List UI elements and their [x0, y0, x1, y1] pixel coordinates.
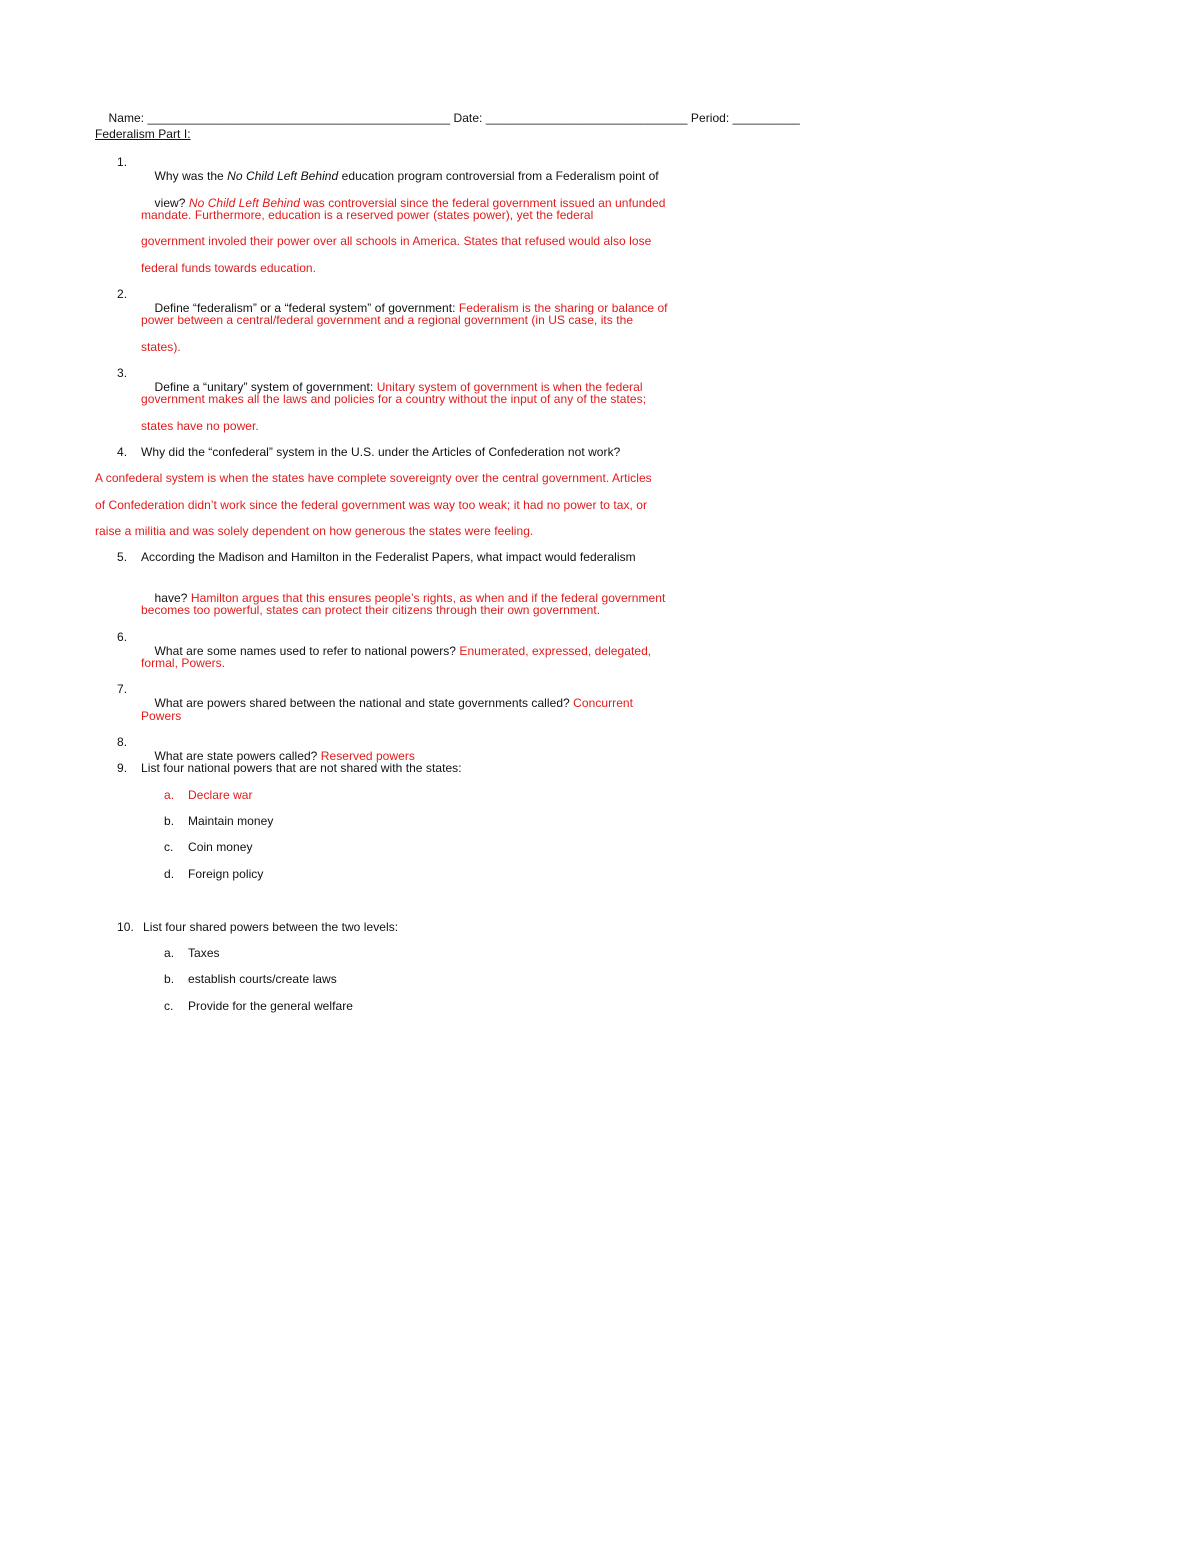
q9-item-letter: b.: [164, 814, 175, 828]
q3-answer-a: Unitary system of government is when the federal: [376, 380, 643, 394]
q4-answer-b: of Confederation didn’t work since the federal government was way too weak; it had no power to tax, or: [95, 498, 648, 512]
q2-number: 2.: [117, 287, 128, 301]
q2-question: Define “federalism” or a “federal system” of government:: [154, 301, 459, 315]
q9-item-text: Foreign policy: [188, 867, 264, 881]
q9-item-text: Declare war: [188, 788, 253, 802]
q3-answer-b: government makes all the laws and policies for a country without the input of any of the states;: [141, 392, 647, 406]
section-title: Federalism Part I:: [95, 127, 191, 141]
q10-item-letter: a.: [164, 946, 175, 960]
q4-answer-a: A confederal system is when the states have complete sovereignty over the central government. Articles: [95, 471, 652, 485]
q7-number: 7.: [117, 682, 128, 696]
q5-number: 5.: [117, 550, 128, 564]
q4-answer-c: raise a militia and was solely dependent on how generous the states were feeling.: [95, 524, 534, 538]
q3-number: 3.: [117, 366, 128, 380]
q8-answer: Reserved powers: [320, 749, 415, 763]
q9-question: List four national powers that are not shared with the states:: [141, 761, 462, 775]
q10-item-letter: b.: [164, 972, 175, 986]
q1-text-c: education program controversial from a Federalism point of: [338, 169, 659, 183]
name-label: Name:: [108, 111, 148, 125]
q9-item-text: Maintain money: [188, 814, 274, 828]
date-field-blank: ______________________________: [485, 111, 688, 125]
q1-text-view: view?: [154, 196, 189, 210]
q8-question: What are state powers called?: [154, 749, 321, 763]
name-field-blank: _____________________________________________: [147, 111, 451, 125]
date-label: Date:: [450, 111, 486, 125]
q5-question-end: have?: [154, 591, 191, 605]
q5-answer-a: Hamilton argues that this ensures people’s rights, as when and if the federal government: [190, 591, 666, 605]
q9-item-letter: c.: [164, 840, 174, 854]
q7-line-1: [141, 682, 633, 724]
q8-number: 8.: [117, 735, 128, 749]
q6-answer-b: formal, Powers.: [141, 656, 226, 670]
q7-answer-a: Concurrent: [573, 696, 634, 710]
q3-answer-c: states have no power.: [141, 419, 259, 433]
q6-question: What are some names used to refer to national powers?: [154, 644, 460, 658]
period-label: Period:: [687, 111, 733, 125]
q5-answer-b: becomes too powerful, states can protect their citizens through their own government.: [141, 603, 601, 617]
q9-item-text: Coin money: [188, 840, 253, 854]
q1-number: 1.: [117, 155, 128, 169]
q1-answer-b: mandate. Furthermore, education is a reserved power (states power), yet the federal: [141, 208, 594, 222]
header-line: [95, 97, 800, 139]
q2-answer-c: states).: [141, 340, 181, 354]
q1-answer-a: was controversial since the federal government issued an unfunded: [299, 196, 666, 210]
q1-answer-italic: No Child Left Behind: [188, 196, 300, 210]
q2-answer-a: Federalism is the sharing or balance of: [458, 301, 668, 315]
q1-answer-c: government involed their power over all schools in America. States that refused would also lose: [141, 234, 652, 248]
period-field-blank: __________: [732, 111, 800, 125]
q9-item-letter: a.: [164, 788, 175, 802]
q3-question: Define a “unitary” system of government:: [154, 380, 377, 394]
q1-answer-d: federal funds towards education.: [141, 261, 317, 275]
q10-item-text: establish courts/create laws: [188, 972, 337, 986]
q6-answer-a: Enumerated, expressed, delegated,: [459, 644, 652, 658]
q10-item-text: Provide for the general welfare: [188, 999, 353, 1013]
q2-answer-b: power between a central/federal government and a regional government (in US case, its the: [141, 313, 634, 327]
q6-number: 6.: [117, 630, 128, 644]
q7-question: What are powers shared between the national and state governments called?: [154, 696, 574, 710]
q7-answer-b: Powers: [141, 709, 182, 723]
q10-number: 10.: [117, 920, 134, 934]
q5-question: According the Madison and Hamilton in the Federalist Papers, what impact would federalism: [141, 550, 636, 564]
q10-item-text: Taxes: [188, 946, 220, 960]
q1-text-a: Why was the: [154, 169, 228, 183]
q10-question: List four shared powers between the two levels:: [143, 920, 399, 934]
q4-question: Why did the “confederal” system in the U.S. under the Articles of Confederation not work?: [141, 445, 621, 459]
q4-number: 4.: [117, 445, 128, 459]
q1-text-italic: No Child Left Behind: [227, 169, 339, 183]
q9-item-letter: d.: [164, 867, 175, 881]
q9-number: 9.: [117, 761, 128, 775]
q10-item-letter: c.: [164, 999, 174, 1013]
